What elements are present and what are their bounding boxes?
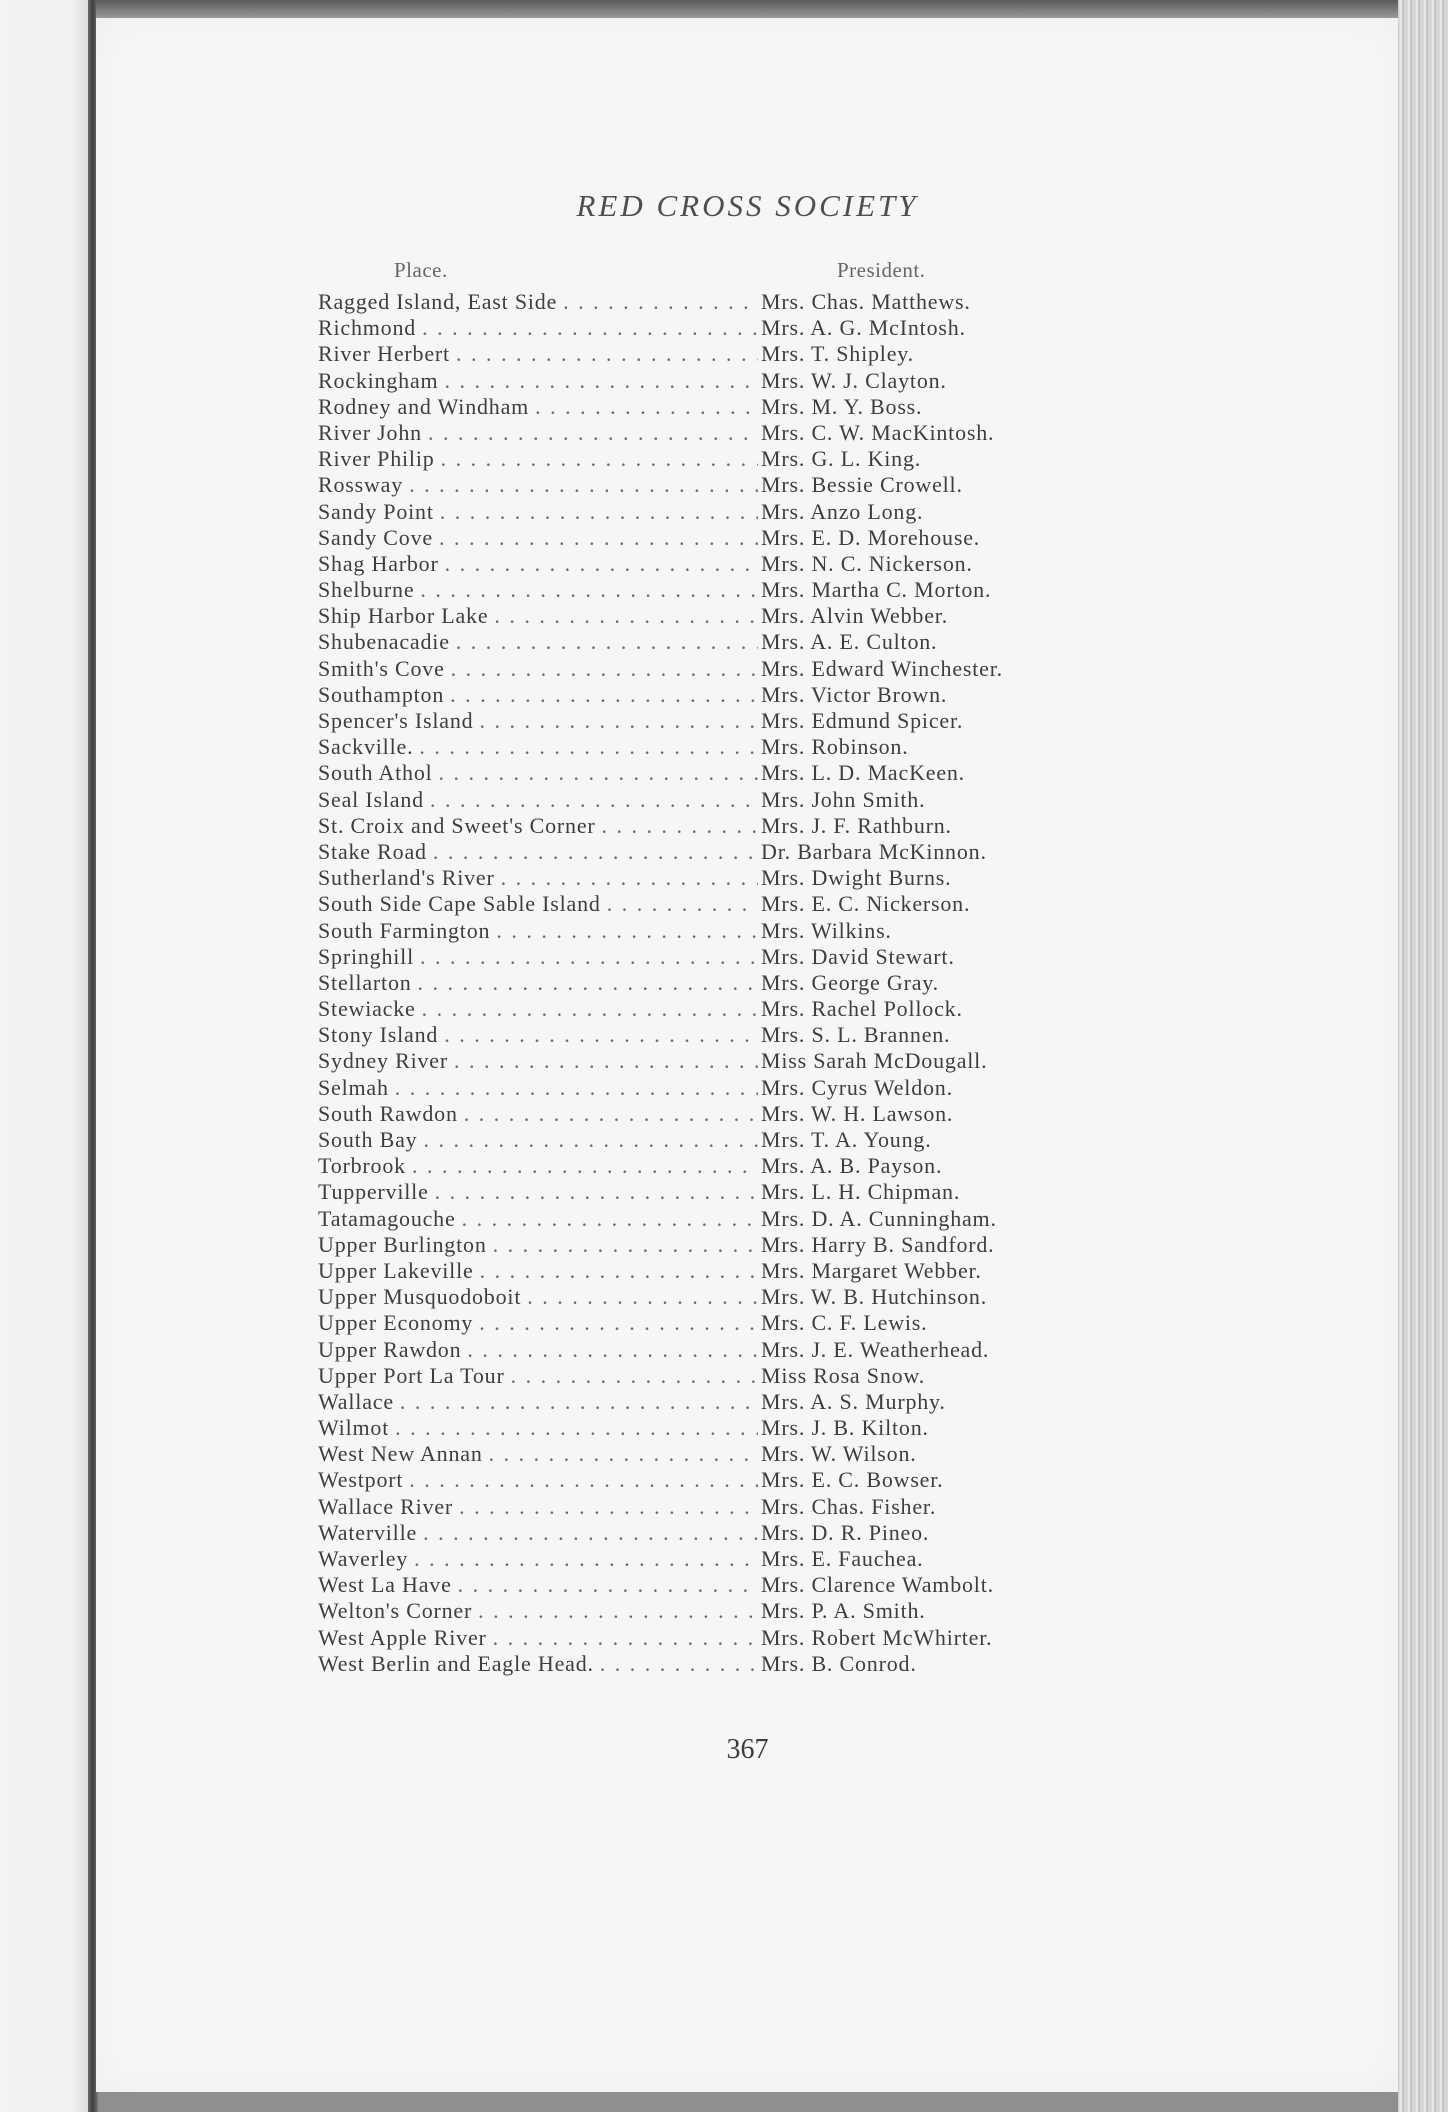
president-name: Mrs. P. A. Smith. — [761, 1598, 926, 1624]
dot-leader — [439, 760, 758, 786]
place-name: River John — [318, 419, 422, 445]
list-item — [318, 1389, 1198, 1415]
dot-leader — [456, 341, 758, 367]
list-item — [318, 1520, 1198, 1546]
president-name: Mrs. N. C. Nickerson. — [761, 550, 973, 576]
list-item — [318, 1598, 1198, 1624]
dot-leader — [451, 656, 758, 682]
place-cell — [318, 996, 758, 1022]
place-name: River Herbert — [318, 341, 450, 367]
president-name: Mrs. L. D. MacKeen. — [761, 760, 965, 786]
list-item — [318, 944, 1198, 970]
president-name: Mrs. A. G. McIntosh. — [761, 315, 966, 341]
president-name: Mrs. Victor Brown. — [761, 681, 948, 707]
place-name: Tupperville — [318, 1179, 429, 1205]
place-cell — [318, 1179, 758, 1205]
president-name: Miss Rosa Snow. — [761, 1362, 925, 1388]
place-name: River Philip — [318, 446, 435, 472]
place-name: Seal Island — [318, 786, 424, 812]
president-name: Dr. Barbara McKinnon. — [761, 838, 987, 864]
dot-leader — [489, 1441, 758, 1467]
place-cell — [318, 1022, 758, 1048]
place-cell — [318, 1363, 758, 1389]
place-name: Wallace — [318, 1388, 394, 1414]
president-name: Mrs. Anzo Long. — [761, 498, 924, 524]
president-name: Mrs. Margaret Webber. — [761, 1257, 982, 1283]
president-name: Mrs. J. B. Kilton. — [761, 1415, 929, 1441]
place-name: Upper Lakeville — [318, 1257, 474, 1283]
dot-leader — [412, 1153, 758, 1179]
list-item — [318, 682, 1198, 708]
list-item — [318, 525, 1198, 551]
place-cell — [318, 970, 758, 996]
place-name: Southampton — [318, 681, 445, 707]
president-name: Mrs. E. C. Bowser. — [761, 1467, 944, 1493]
dot-leader — [450, 682, 758, 708]
president-name: Mrs. E. C. Nickerson. — [761, 891, 971, 917]
place-cell — [318, 1206, 758, 1232]
place-name: Upper Rawdon — [318, 1336, 462, 1362]
dot-leader — [420, 577, 758, 603]
place-name: Welton's Corner — [318, 1598, 473, 1624]
book-page — [96, 18, 1398, 2092]
facing-page-margin — [0, 0, 90, 2112]
dot-leader — [501, 865, 758, 891]
list-item — [318, 394, 1198, 420]
place-column-header: Place. — [394, 258, 448, 282]
dot-leader — [395, 1415, 758, 1441]
place-cell — [318, 472, 758, 498]
list-item — [318, 603, 1198, 629]
list-item — [318, 1651, 1198, 1677]
place-cell — [318, 891, 758, 917]
list-item — [318, 656, 1198, 682]
list-item — [318, 446, 1198, 472]
list-item — [318, 1179, 1198, 1205]
place-name: St. Croix and Sweet's Corner — [318, 812, 596, 838]
dot-leader — [444, 1022, 758, 1048]
place-cell — [318, 1153, 758, 1179]
place-name: Smith's Cove — [318, 655, 445, 681]
place-name: West Berlin and Eagle Head. — [318, 1650, 594, 1676]
place-name: Shag Harbor — [318, 550, 439, 576]
president-name: Mrs. D. R. Pineo. — [761, 1519, 930, 1545]
president-name: Miss Sarah McDougall. — [761, 1048, 988, 1074]
president-name: Mrs. Harry B. Sandford. — [761, 1231, 995, 1257]
place-name: Rodney and Windham — [318, 393, 530, 419]
dot-leader — [418, 970, 758, 996]
president-name: Mrs. Rachel Pollock. — [761, 996, 963, 1022]
list-item — [318, 1546, 1198, 1572]
president-name: Mrs. Edward Winchester. — [761, 655, 1003, 681]
place-name: Upper Port La Tour — [318, 1362, 505, 1388]
president-name: Mrs. W. J. Clayton. — [761, 367, 947, 393]
place-name: Stewiacke — [318, 996, 416, 1022]
dot-leader — [414, 1546, 758, 1572]
list-item — [318, 289, 1198, 315]
dot-leader — [494, 603, 758, 629]
dot-leader — [395, 1075, 758, 1101]
president-name: Mrs. A. S. Murphy. — [761, 1388, 946, 1414]
place-name: Spencer's Island — [318, 708, 474, 733]
place-cell — [318, 656, 758, 682]
place-cell — [318, 315, 758, 341]
dot-leader — [445, 551, 758, 577]
place-name: Stellarton — [318, 969, 412, 995]
president-name: Mrs. Dwight Burns. — [761, 865, 952, 891]
president-name: Mrs. W. Wilson. — [761, 1441, 917, 1467]
list-item — [318, 708, 1198, 734]
dot-leader — [428, 420, 758, 446]
list-item — [318, 341, 1198, 367]
place-name: Upper Burlington — [318, 1231, 487, 1257]
place-name: West Apple River — [318, 1624, 487, 1650]
place-cell — [318, 813, 758, 839]
president-column-header: President. — [837, 258, 926, 282]
place-name: South Rawdon — [318, 1100, 458, 1126]
president-name: Mrs. John Smith. — [761, 786, 926, 812]
president-name: Mrs. Chas. Fisher. — [761, 1493, 937, 1519]
place-name: Wallace River — [318, 1493, 454, 1519]
president-name: Mrs. Robert McWhirter. — [761, 1624, 993, 1650]
place-name: South Bay — [318, 1127, 418, 1152]
list-item — [318, 1441, 1198, 1467]
dot-leader — [602, 813, 758, 839]
president-name: Mrs. Martha C. Morton. — [761, 577, 992, 603]
list-item — [318, 315, 1198, 341]
dot-leader — [467, 1337, 758, 1363]
place-cell — [318, 629, 758, 655]
list-item — [318, 420, 1198, 446]
president-name: Mrs. S. L. Brannen. — [761, 1022, 951, 1048]
place-name: South Farmington — [318, 917, 491, 943]
place-name: Springhill — [318, 943, 415, 969]
president-name: Mrs. Edmund Spicer. — [761, 708, 964, 733]
dot-leader — [409, 472, 758, 498]
dot-leader — [480, 1258, 758, 1284]
dot-leader — [535, 394, 758, 420]
dot-leader — [424, 1127, 759, 1153]
president-name: Mrs. T. A. Young. — [761, 1127, 932, 1152]
place-name: West New Annan — [318, 1441, 483, 1467]
dot-leader — [459, 1494, 758, 1520]
list-item — [318, 1258, 1198, 1284]
president-name: Mrs. Chas. Matthews. — [761, 289, 971, 314]
place-name: South Athol — [318, 760, 433, 786]
president-name: Mrs. W. H. Lawson. — [761, 1100, 954, 1126]
president-name: Mrs. Cyrus Weldon. — [761, 1074, 953, 1100]
dot-leader — [422, 315, 758, 341]
list-item — [318, 1625, 1198, 1651]
place-cell — [318, 1258, 758, 1284]
list-item — [318, 865, 1198, 891]
dot-leader — [419, 734, 758, 760]
president-name: Mrs. J. F. Rathburn. — [761, 812, 952, 838]
place-cell — [318, 341, 758, 367]
place-name: Torbrook — [318, 1153, 406, 1179]
list-item — [318, 891, 1198, 917]
president-name: Mrs. M. Y. Boss. — [761, 393, 923, 419]
dot-leader — [435, 1179, 758, 1205]
list-item — [318, 787, 1198, 813]
place-cell — [318, 420, 758, 446]
place-cell — [318, 368, 758, 394]
list-item — [318, 1494, 1198, 1520]
place-cell — [318, 1520, 758, 1546]
list-item — [318, 734, 1198, 760]
dot-leader — [454, 1048, 758, 1074]
list-item — [318, 1206, 1198, 1232]
place-cell — [318, 603, 758, 629]
president-name: Mrs. Alvin Webber. — [761, 603, 948, 629]
president-name: Mrs. George Gray. — [761, 969, 939, 995]
president-name: Mrs. Clarence Wambolt. — [761, 1572, 994, 1598]
place-cell — [318, 1101, 758, 1127]
list-item — [318, 970, 1198, 996]
dot-leader — [479, 1310, 758, 1336]
place-cell — [318, 1284, 758, 1310]
place-name: Westport — [318, 1467, 404, 1493]
dot-leader — [496, 918, 758, 944]
place-name: South Side Cape Sable Island — [318, 891, 601, 917]
president-name: Mrs. David Stewart. — [761, 943, 955, 969]
list-item — [318, 629, 1198, 655]
list-item — [318, 368, 1198, 394]
dot-leader — [422, 996, 758, 1022]
place-cell — [318, 1075, 758, 1101]
list-item — [318, 1232, 1198, 1258]
place-name: Stony Island — [318, 1022, 439, 1048]
place-cell — [318, 1389, 758, 1415]
place-name: Selmah — [318, 1074, 389, 1100]
place-cell — [318, 1127, 758, 1153]
place-name: Shubenacadie — [318, 629, 450, 655]
place-cell — [318, 760, 758, 786]
place-cell — [318, 1048, 758, 1074]
place-name: Sandy Point — [318, 498, 434, 524]
president-name: Mrs. C. W. MacKintosh. — [761, 419, 995, 445]
president-name: Mrs. T. Shipley. — [761, 341, 914, 367]
place-cell — [318, 1625, 758, 1651]
place-cell — [318, 1441, 758, 1467]
president-name: Mrs. E. D. Morehouse. — [761, 524, 981, 550]
dot-leader — [478, 1598, 758, 1624]
list-item — [318, 1153, 1198, 1179]
place-name: Wilmot — [318, 1415, 390, 1441]
place-name: Upper Musquodoboit — [318, 1284, 522, 1310]
dot-leader — [464, 1101, 758, 1127]
place-cell — [318, 1572, 758, 1598]
list-item — [318, 1572, 1198, 1598]
list-item — [318, 1022, 1198, 1048]
place-name: Shelburne — [318, 577, 415, 603]
place-cell — [318, 1310, 758, 1336]
place-name: Upper Economy — [318, 1310, 474, 1336]
dot-leader — [600, 1651, 758, 1677]
list-item — [318, 760, 1198, 786]
place-name: Waverley — [318, 1546, 409, 1571]
place-cell — [318, 1337, 758, 1363]
place-name: Waterville — [318, 1519, 418, 1545]
dot-leader — [456, 629, 758, 655]
place-cell — [318, 918, 758, 944]
place-name: Sutherland's River — [318, 865, 495, 891]
list-item — [318, 1415, 1198, 1441]
place-cell — [318, 865, 758, 891]
president-name: Mrs. D. A. Cunningham. — [761, 1205, 997, 1231]
list-item — [318, 1101, 1198, 1127]
place-cell — [318, 1467, 758, 1493]
list-item — [318, 1363, 1198, 1389]
president-name: Mrs. A. E. Culton. — [761, 629, 938, 655]
place-cell — [318, 787, 758, 813]
list-item — [318, 1127, 1198, 1153]
dot-leader — [441, 446, 758, 472]
president-name: Mrs. Bessie Crowell. — [761, 472, 963, 498]
dot-leader — [493, 1232, 758, 1258]
place-name: West La Have — [318, 1572, 452, 1598]
list-item — [318, 839, 1198, 865]
branch-list — [318, 289, 1198, 1677]
dot-leader — [563, 289, 758, 315]
list-item — [318, 1048, 1198, 1074]
dot-leader — [493, 1625, 758, 1651]
page-number: 367 — [726, 1734, 769, 1765]
place-cell — [318, 944, 758, 970]
place-cell — [318, 734, 758, 760]
list-item — [318, 1337, 1198, 1363]
list-item — [318, 1467, 1198, 1493]
running-head: RED CROSS SOCIETY — [576, 188, 919, 223]
president-name: Mrs. G. L. King. — [761, 446, 922, 472]
dot-leader — [433, 839, 758, 865]
dot-leader — [462, 1206, 758, 1232]
place-name: Stake Road — [318, 838, 427, 864]
place-cell — [318, 289, 758, 315]
dot-leader — [527, 1284, 758, 1310]
president-name: Mrs. A. B. Payson. — [761, 1153, 943, 1179]
list-item — [318, 918, 1198, 944]
place-cell — [318, 1546, 758, 1572]
dot-leader — [423, 1520, 758, 1546]
place-name: Sydney River — [318, 1048, 448, 1074]
page-top-shadow — [96, 0, 1406, 18]
list-item — [318, 577, 1198, 603]
president-name: Mrs. E. Fauchea. — [761, 1546, 924, 1571]
dot-leader — [444, 368, 758, 394]
place-name: Rockingham — [318, 367, 439, 393]
place-cell — [318, 1415, 758, 1441]
dot-leader — [440, 499, 758, 525]
list-item — [318, 472, 1198, 498]
place-cell — [318, 577, 758, 603]
dot-leader — [409, 1467, 758, 1493]
place-cell — [318, 1232, 758, 1258]
place-cell — [318, 446, 758, 472]
list-item — [318, 499, 1198, 525]
list-item — [318, 551, 1198, 577]
dot-leader — [458, 1572, 758, 1598]
dot-leader — [430, 787, 758, 813]
place-cell — [318, 551, 758, 577]
president-name: Mrs. J. E. Weatherhead. — [761, 1336, 990, 1362]
list-item — [318, 1075, 1198, 1101]
place-cell — [318, 1598, 758, 1624]
place-name: Ship Harbor Lake — [318, 603, 489, 629]
president-name: Mrs. B. Conrod. — [761, 1650, 917, 1676]
dot-leader — [607, 891, 758, 917]
place-name: Tatamagouche — [318, 1205, 456, 1231]
president-name: Mrs. Wilkins. — [761, 917, 892, 943]
president-name: Mrs. C. F. Lewis. — [761, 1310, 928, 1336]
place-cell — [318, 1494, 758, 1520]
place-name: Sackville. — [318, 734, 414, 760]
place-cell — [318, 525, 758, 551]
list-item — [318, 996, 1198, 1022]
dot-leader — [420, 944, 758, 970]
place-name: Richmond — [318, 315, 417, 341]
place-cell — [318, 1651, 758, 1677]
place-cell — [318, 839, 758, 865]
dot-leader — [439, 525, 758, 551]
place-cell — [318, 708, 758, 734]
dot-leader — [479, 708, 758, 734]
president-name: Mrs. Robinson. — [761, 734, 909, 760]
list-item — [318, 813, 1198, 839]
president-name: Mrs. L. H. Chipman. — [761, 1179, 961, 1205]
dot-leader — [511, 1363, 758, 1389]
place-cell — [318, 682, 758, 708]
place-cell — [318, 394, 758, 420]
place-name: Ragged Island, East Side — [318, 289, 558, 314]
list-item — [318, 1310, 1198, 1336]
president-name: Mrs. W. B. Hutchinson. — [761, 1284, 988, 1310]
dot-leader — [400, 1389, 758, 1415]
place-name: Sandy Cove — [318, 524, 433, 550]
place-name: Rossway — [318, 472, 404, 498]
place-cell — [318, 499, 758, 525]
list-item — [318, 1284, 1198, 1310]
page-stack-edge — [1398, 0, 1448, 2112]
